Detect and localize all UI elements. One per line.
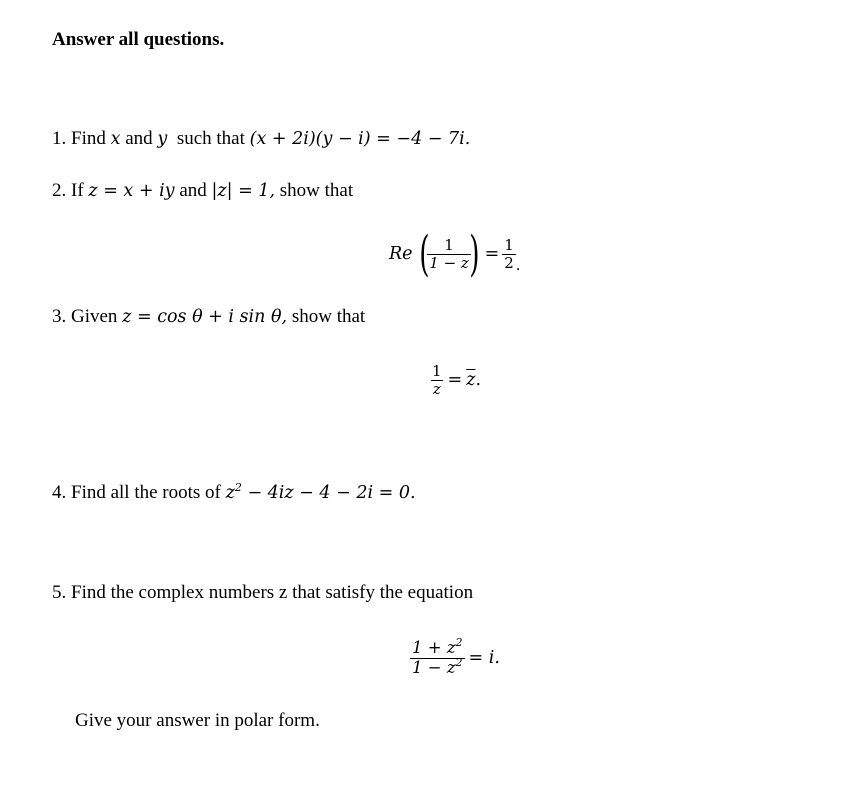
q2-re: Re [389, 244, 413, 264]
q4-z: z [225, 483, 235, 503]
q2-if: If [71, 180, 84, 201]
q2-z-definition: z = x + iy [88, 181, 175, 201]
q5-fraction-denominator [410, 655, 465, 677]
question-3 [52, 306, 365, 328]
q2-equals: = [484, 244, 500, 264]
q3-show-that: show that [291, 306, 366, 327]
q3-fraction [430, 363, 444, 397]
q5-fraction [410, 636, 465, 677]
q3-number: 3. [52, 306, 67, 327]
question-5 [52, 582, 473, 604]
q2-show-that: show that [279, 180, 354, 201]
q2-period: . [515, 256, 521, 274]
q2-equation [389, 226, 521, 282]
q1-and: and [125, 128, 153, 149]
q1-find: Find [71, 128, 106, 149]
q3-z-definition: z = cos θ + i sin θ, [122, 307, 288, 327]
q5-number: 5. [52, 582, 67, 603]
q3-equals: = [447, 370, 463, 390]
q5-num-base: 1 + z [412, 638, 456, 658]
q5-text: Find the complex numbers z that satisfy the equation [71, 582, 474, 603]
question-4 [52, 482, 416, 504]
q1-such-that: such that [176, 128, 245, 149]
q3-fraction-denominator: z [432, 379, 441, 398]
q4-equation-rest: − 4iz − 4 − 2i = 0. [241, 483, 416, 503]
q1-var-y: y [157, 129, 168, 149]
q2-number: 2. [52, 180, 67, 201]
q2-fraction-numerator: 1 [444, 236, 454, 254]
question-1 [52, 128, 470, 150]
q3-period: . [475, 370, 482, 390]
page-title: Answer all questions. [52, 29, 225, 50]
question-2 [52, 180, 353, 202]
q2-fraction [427, 237, 471, 271]
q1-var-x: x [110, 129, 121, 149]
q3-z-conjugate: $\overline{z}$ [466, 370, 476, 390]
q2-left-paren: ( [418, 226, 430, 282]
q3-given: Given [71, 306, 118, 327]
q4-equation [226, 483, 416, 503]
q4-text: Find all the roots of [71, 482, 221, 503]
q2-modulus: |z| = 1, [211, 181, 275, 201]
q5-instruction: Give your answer in polar form. [75, 710, 320, 731]
q4-exponent: 2 [234, 481, 242, 494]
q2-fraction-denominator: 1 − z [429, 253, 469, 272]
q2-right-paren: ) [469, 226, 480, 282]
q2-half-denominator: 2 [504, 253, 514, 272]
q2-half-numerator: 1 [504, 236, 514, 254]
q3-equation [430, 352, 481, 408]
q2-and: and [179, 180, 207, 201]
q2-half [502, 237, 516, 271]
q5-num-exponent: 2 [455, 636, 463, 650]
q5-den-base: 1 − z [412, 657, 456, 677]
q5-rhs: = i. [468, 648, 500, 668]
q1-equation: (x + 2i)(y − i) = −4 − 7i. [249, 129, 471, 149]
q5-equation [410, 628, 500, 688]
q1-number: 1. [52, 128, 67, 149]
q3-fraction-numerator: 1 [432, 362, 442, 380]
q4-number: 4. [52, 482, 67, 503]
q5-den-exponent: 2 [455, 655, 463, 669]
